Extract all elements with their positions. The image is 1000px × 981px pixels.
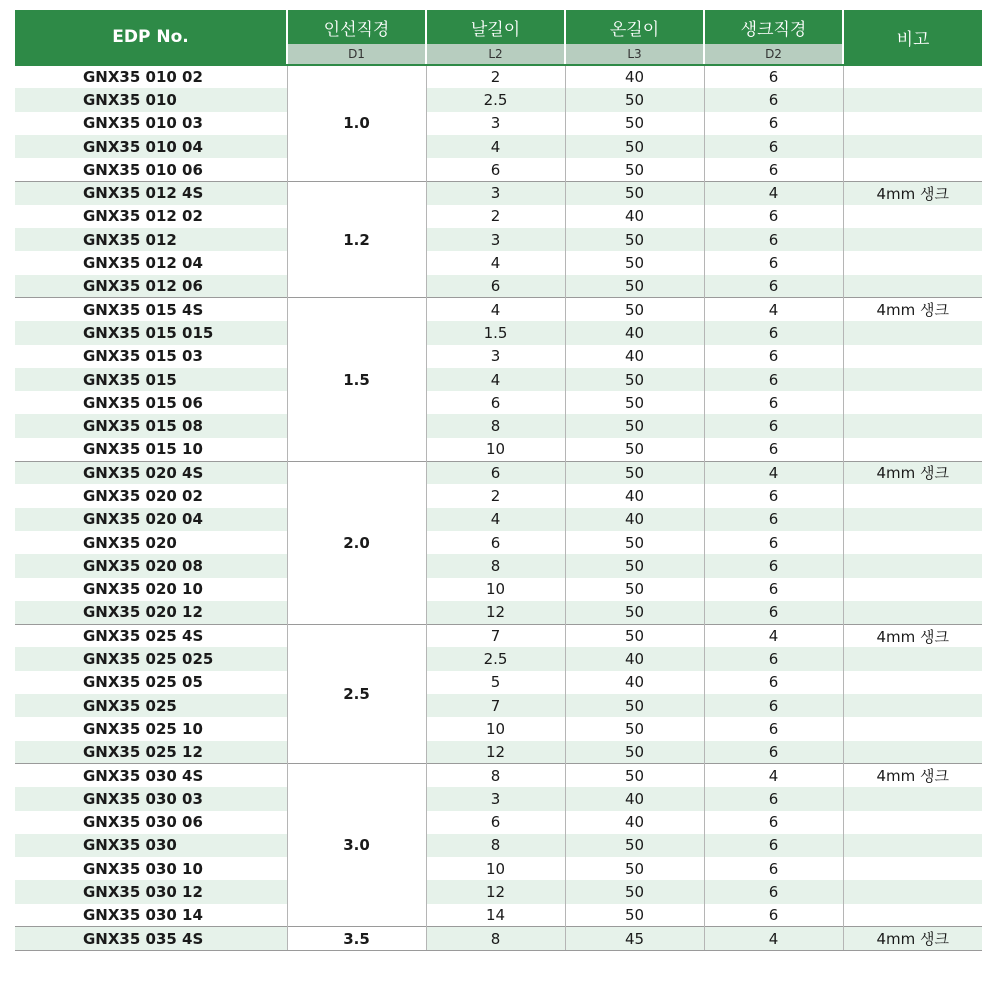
header-l2: 날길이 bbox=[426, 10, 565, 44]
table-row bbox=[15, 857, 982, 880]
cell-d2: 6 bbox=[704, 321, 843, 344]
cell-l2: 8 bbox=[426, 414, 565, 437]
cell-d2: 6 bbox=[704, 601, 843, 624]
cell-edp: GNX35 012 06 bbox=[15, 275, 287, 298]
cell-d2: 6 bbox=[704, 717, 843, 740]
cell-l3: 50 bbox=[565, 764, 704, 787]
cell-note bbox=[843, 647, 982, 670]
cell-l3: 50 bbox=[565, 741, 704, 764]
cell-note bbox=[843, 158, 982, 181]
header-d2: 생크직경 bbox=[704, 10, 843, 44]
cell-l2: 12 bbox=[426, 741, 565, 764]
cell-d2: 6 bbox=[704, 438, 843, 461]
cell-note bbox=[843, 601, 982, 624]
table-row bbox=[15, 694, 982, 717]
cell-l3: 40 bbox=[565, 205, 704, 228]
cell-d2: 6 bbox=[704, 647, 843, 670]
cell-l2: 2.5 bbox=[426, 88, 565, 111]
table-row bbox=[15, 834, 982, 857]
table-row bbox=[15, 461, 982, 484]
cell-l2: 3 bbox=[426, 345, 565, 368]
cell-l3: 50 bbox=[565, 112, 704, 135]
cell-l3: 50 bbox=[565, 228, 704, 251]
cell-l2: 2 bbox=[426, 65, 565, 88]
header-note: 비고 bbox=[843, 10, 982, 65]
cell-d2: 6 bbox=[704, 484, 843, 507]
cell-l3: 50 bbox=[565, 717, 704, 740]
cell-l2: 4 bbox=[426, 368, 565, 391]
cell-note bbox=[843, 554, 982, 577]
cell-l3: 40 bbox=[565, 647, 704, 670]
cell-edp: GNX35 025 4S bbox=[15, 624, 287, 647]
cell-d2: 6 bbox=[704, 275, 843, 298]
cell-note bbox=[843, 694, 982, 717]
cell-edp: GNX35 030 bbox=[15, 834, 287, 857]
table-row bbox=[15, 927, 982, 950]
cell-d2: 6 bbox=[704, 578, 843, 601]
cell-edp: GNX35 020 12 bbox=[15, 601, 287, 624]
cell-l3: 50 bbox=[565, 135, 704, 158]
cell-l2: 2 bbox=[426, 205, 565, 228]
cell-note bbox=[843, 321, 982, 344]
cell-l2: 4 bbox=[426, 251, 565, 274]
table-row bbox=[15, 508, 982, 531]
cell-edp: GNX35 020 4S bbox=[15, 461, 287, 484]
table-row bbox=[15, 787, 982, 810]
cell-d2: 6 bbox=[704, 787, 843, 810]
cell-note bbox=[843, 811, 982, 834]
cell-edp: GNX35 020 08 bbox=[15, 554, 287, 577]
cell-note bbox=[843, 251, 982, 274]
cell-l2: 10 bbox=[426, 857, 565, 880]
cell-d1: 3.0 bbox=[287, 764, 426, 927]
cell-l2: 5 bbox=[426, 671, 565, 694]
table-row bbox=[15, 904, 982, 927]
table-row bbox=[15, 135, 982, 158]
cell-edp: GNX35 030 06 bbox=[15, 811, 287, 834]
subheader-l2: L2 bbox=[426, 44, 565, 65]
cell-l2: 4 bbox=[426, 298, 565, 321]
cell-l2: 3 bbox=[426, 112, 565, 135]
cell-note bbox=[843, 741, 982, 764]
cell-note bbox=[843, 275, 982, 298]
cell-d2: 6 bbox=[704, 694, 843, 717]
cell-l3: 40 bbox=[565, 484, 704, 507]
cell-d2: 6 bbox=[704, 414, 843, 437]
table-row bbox=[15, 811, 982, 834]
cell-l3: 50 bbox=[565, 438, 704, 461]
cell-l2: 6 bbox=[426, 461, 565, 484]
cell-edp: GNX35 020 04 bbox=[15, 508, 287, 531]
cell-l3: 50 bbox=[565, 834, 704, 857]
table-row bbox=[15, 484, 982, 507]
table-row bbox=[15, 414, 982, 437]
cell-edp: GNX35 012 4S bbox=[15, 181, 287, 204]
cell-l2: 6 bbox=[426, 275, 565, 298]
cell-d2: 6 bbox=[704, 508, 843, 531]
cell-l3: 40 bbox=[565, 345, 704, 368]
cell-d2: 6 bbox=[704, 554, 843, 577]
cell-d2: 4 bbox=[704, 181, 843, 204]
cell-note bbox=[843, 228, 982, 251]
cell-edp: GNX35 015 03 bbox=[15, 345, 287, 368]
cell-l3: 50 bbox=[565, 578, 704, 601]
cell-l2: 8 bbox=[426, 834, 565, 857]
table-row bbox=[15, 601, 982, 624]
cell-l2: 10 bbox=[426, 578, 565, 601]
cell-l3: 50 bbox=[565, 298, 704, 321]
cell-l3: 50 bbox=[565, 857, 704, 880]
cell-l2: 10 bbox=[426, 717, 565, 740]
cell-note bbox=[843, 112, 982, 135]
cell-d2: 6 bbox=[704, 205, 843, 228]
cell-l3: 50 bbox=[565, 391, 704, 414]
cell-note bbox=[843, 671, 982, 694]
cell-d2: 6 bbox=[704, 112, 843, 135]
cell-note bbox=[843, 65, 982, 88]
cell-l3: 40 bbox=[565, 787, 704, 810]
header-edp: EDP No. bbox=[15, 10, 287, 65]
cell-l3: 40 bbox=[565, 811, 704, 834]
cell-d2: 6 bbox=[704, 834, 843, 857]
cell-d2: 6 bbox=[704, 368, 843, 391]
cell-d2: 6 bbox=[704, 88, 843, 111]
table-row bbox=[15, 88, 982, 111]
cell-d2: 6 bbox=[704, 811, 843, 834]
cell-note bbox=[843, 88, 982, 111]
table-row bbox=[15, 578, 982, 601]
cell-l2: 7 bbox=[426, 694, 565, 717]
cell-edp: GNX35 035 4S bbox=[15, 927, 287, 950]
cell-l2: 2.5 bbox=[426, 647, 565, 670]
cell-d2: 6 bbox=[704, 880, 843, 903]
cell-l3: 45 bbox=[565, 927, 704, 950]
cell-l3: 50 bbox=[565, 554, 704, 577]
cell-note bbox=[843, 857, 982, 880]
cell-l2: 4 bbox=[426, 135, 565, 158]
table-row bbox=[15, 181, 982, 204]
cell-d2: 6 bbox=[704, 671, 843, 694]
table-body bbox=[15, 65, 982, 950]
cell-edp: GNX35 020 02 bbox=[15, 484, 287, 507]
cell-d2: 4 bbox=[704, 764, 843, 787]
cell-l3: 40 bbox=[565, 671, 704, 694]
cell-note bbox=[843, 345, 982, 368]
cell-l2: 3 bbox=[426, 181, 565, 204]
cell-edp: GNX35 020 10 bbox=[15, 578, 287, 601]
cell-d2: 6 bbox=[704, 531, 843, 554]
cell-l2: 6 bbox=[426, 811, 565, 834]
cell-edp: GNX35 010 06 bbox=[15, 158, 287, 181]
cell-edp: GNX35 010 02 bbox=[15, 65, 287, 88]
cell-note bbox=[843, 531, 982, 554]
table-row bbox=[15, 275, 982, 298]
header-l3: 온길이 bbox=[565, 10, 704, 44]
cell-l2: 12 bbox=[426, 601, 565, 624]
table-row bbox=[15, 298, 982, 321]
table-row bbox=[15, 647, 982, 670]
table-row bbox=[15, 741, 982, 764]
cell-l3: 50 bbox=[565, 694, 704, 717]
cell-l3: 50 bbox=[565, 880, 704, 903]
cell-edp: GNX35 025 bbox=[15, 694, 287, 717]
cell-note: 4mm 생크 bbox=[843, 764, 982, 787]
cell-note bbox=[843, 834, 982, 857]
cell-l3: 50 bbox=[565, 368, 704, 391]
cell-edp: GNX35 025 05 bbox=[15, 671, 287, 694]
cell-edp: GNX35 010 03 bbox=[15, 112, 287, 135]
subheader-d1: D1 bbox=[287, 44, 426, 65]
cell-d2: 4 bbox=[704, 298, 843, 321]
table-row bbox=[15, 345, 982, 368]
cell-d2: 6 bbox=[704, 135, 843, 158]
cell-l2: 4 bbox=[426, 508, 565, 531]
cell-l3: 50 bbox=[565, 624, 704, 647]
cell-edp: GNX35 030 03 bbox=[15, 787, 287, 810]
cell-note bbox=[843, 578, 982, 601]
cell-note bbox=[843, 391, 982, 414]
cell-edp: GNX35 015 bbox=[15, 368, 287, 391]
cell-d2: 6 bbox=[704, 345, 843, 368]
cell-d2: 6 bbox=[704, 251, 843, 274]
table-row bbox=[15, 158, 982, 181]
cell-l2: 14 bbox=[426, 904, 565, 927]
cell-edp: GNX35 025 025 bbox=[15, 647, 287, 670]
table-row bbox=[15, 251, 982, 274]
cell-edp: GNX35 015 10 bbox=[15, 438, 287, 461]
cell-note: 4mm 생크 bbox=[843, 927, 982, 950]
cell-note bbox=[843, 205, 982, 228]
cell-l3: 50 bbox=[565, 181, 704, 204]
cell-l2: 8 bbox=[426, 764, 565, 787]
cell-l3: 50 bbox=[565, 88, 704, 111]
subheader-l3: L3 bbox=[565, 44, 704, 65]
cell-edp: GNX35 025 10 bbox=[15, 717, 287, 740]
cell-d1: 2.0 bbox=[287, 461, 426, 624]
cell-edp: GNX35 015 015 bbox=[15, 321, 287, 344]
table-row bbox=[15, 671, 982, 694]
cell-l2: 10 bbox=[426, 438, 565, 461]
table-row bbox=[15, 228, 982, 251]
table-row bbox=[15, 205, 982, 228]
cell-d1: 1.5 bbox=[287, 298, 426, 461]
subheader-d2: D2 bbox=[704, 44, 843, 65]
cell-edp: GNX35 012 04 bbox=[15, 251, 287, 274]
cell-note bbox=[843, 880, 982, 903]
cell-l2: 8 bbox=[426, 927, 565, 950]
cell-note bbox=[843, 414, 982, 437]
cell-edp: GNX35 010 04 bbox=[15, 135, 287, 158]
cell-note: 4mm 생크 bbox=[843, 298, 982, 321]
cell-note bbox=[843, 787, 982, 810]
cell-l3: 50 bbox=[565, 158, 704, 181]
cell-edp: GNX35 030 10 bbox=[15, 857, 287, 880]
cell-l2: 2 bbox=[426, 484, 565, 507]
cell-note bbox=[843, 508, 982, 531]
header-d1: 인선직경 bbox=[287, 10, 426, 44]
cell-note bbox=[843, 438, 982, 461]
cell-l3: 40 bbox=[565, 508, 704, 531]
cell-edp: GNX35 015 08 bbox=[15, 414, 287, 437]
table-row bbox=[15, 368, 982, 391]
cell-l2: 3 bbox=[426, 787, 565, 810]
table-header bbox=[15, 10, 982, 65]
cell-note: 4mm 생크 bbox=[843, 181, 982, 204]
cell-edp: GNX35 010 bbox=[15, 88, 287, 111]
cell-note bbox=[843, 368, 982, 391]
cell-l3: 40 bbox=[565, 321, 704, 344]
cell-l2: 6 bbox=[426, 391, 565, 414]
cell-edp: GNX35 012 02 bbox=[15, 205, 287, 228]
cell-d1: 1.2 bbox=[287, 181, 426, 297]
cell-d2: 6 bbox=[704, 741, 843, 764]
cell-note bbox=[843, 904, 982, 927]
cell-d2: 6 bbox=[704, 904, 843, 927]
cell-l2: 1.5 bbox=[426, 321, 565, 344]
cell-note: 4mm 생크 bbox=[843, 624, 982, 647]
table-row bbox=[15, 438, 982, 461]
cell-l2: 3 bbox=[426, 228, 565, 251]
cell-d2: 6 bbox=[704, 857, 843, 880]
cell-edp: GNX35 020 bbox=[15, 531, 287, 554]
cell-d2: 4 bbox=[704, 927, 843, 950]
cell-edp: GNX35 012 bbox=[15, 228, 287, 251]
cell-l2: 6 bbox=[426, 531, 565, 554]
table-row bbox=[15, 391, 982, 414]
table-row bbox=[15, 65, 982, 88]
table-row bbox=[15, 531, 982, 554]
cell-l3: 50 bbox=[565, 414, 704, 437]
cell-edp: GNX35 030 4S bbox=[15, 764, 287, 787]
table-row bbox=[15, 321, 982, 344]
cell-note: 4mm 생크 bbox=[843, 461, 982, 484]
cell-d2: 6 bbox=[704, 158, 843, 181]
cell-d1: 2.5 bbox=[287, 624, 426, 764]
cell-edp: GNX35 030 14 bbox=[15, 904, 287, 927]
cell-l2: 6 bbox=[426, 158, 565, 181]
cell-d1: 3.5 bbox=[287, 927, 426, 950]
cell-l3: 50 bbox=[565, 461, 704, 484]
cell-d2: 4 bbox=[704, 624, 843, 647]
cell-edp: GNX35 015 06 bbox=[15, 391, 287, 414]
spec-table bbox=[15, 10, 982, 951]
cell-edp: GNX35 030 12 bbox=[15, 880, 287, 903]
cell-l3: 50 bbox=[565, 531, 704, 554]
cell-edp: GNX35 015 4S bbox=[15, 298, 287, 321]
cell-l3: 50 bbox=[565, 251, 704, 274]
cell-l2: 8 bbox=[426, 554, 565, 577]
table-row bbox=[15, 112, 982, 135]
table-row bbox=[15, 624, 982, 647]
cell-d1: 1.0 bbox=[287, 65, 426, 181]
cell-edp: GNX35 025 12 bbox=[15, 741, 287, 764]
cell-d2: 6 bbox=[704, 391, 843, 414]
cell-note bbox=[843, 717, 982, 740]
cell-l3: 50 bbox=[565, 275, 704, 298]
table-row bbox=[15, 880, 982, 903]
cell-l3: 50 bbox=[565, 904, 704, 927]
cell-d2: 6 bbox=[704, 228, 843, 251]
cell-l2: 12 bbox=[426, 880, 565, 903]
cell-l2: 7 bbox=[426, 624, 565, 647]
table-row bbox=[15, 554, 982, 577]
cell-d2: 4 bbox=[704, 461, 843, 484]
cell-note bbox=[843, 484, 982, 507]
cell-l3: 50 bbox=[565, 601, 704, 624]
table-row bbox=[15, 717, 982, 740]
table-row bbox=[15, 764, 982, 787]
cell-l3: 40 bbox=[565, 65, 704, 88]
cell-note bbox=[843, 135, 982, 158]
cell-d2: 6 bbox=[704, 65, 843, 88]
